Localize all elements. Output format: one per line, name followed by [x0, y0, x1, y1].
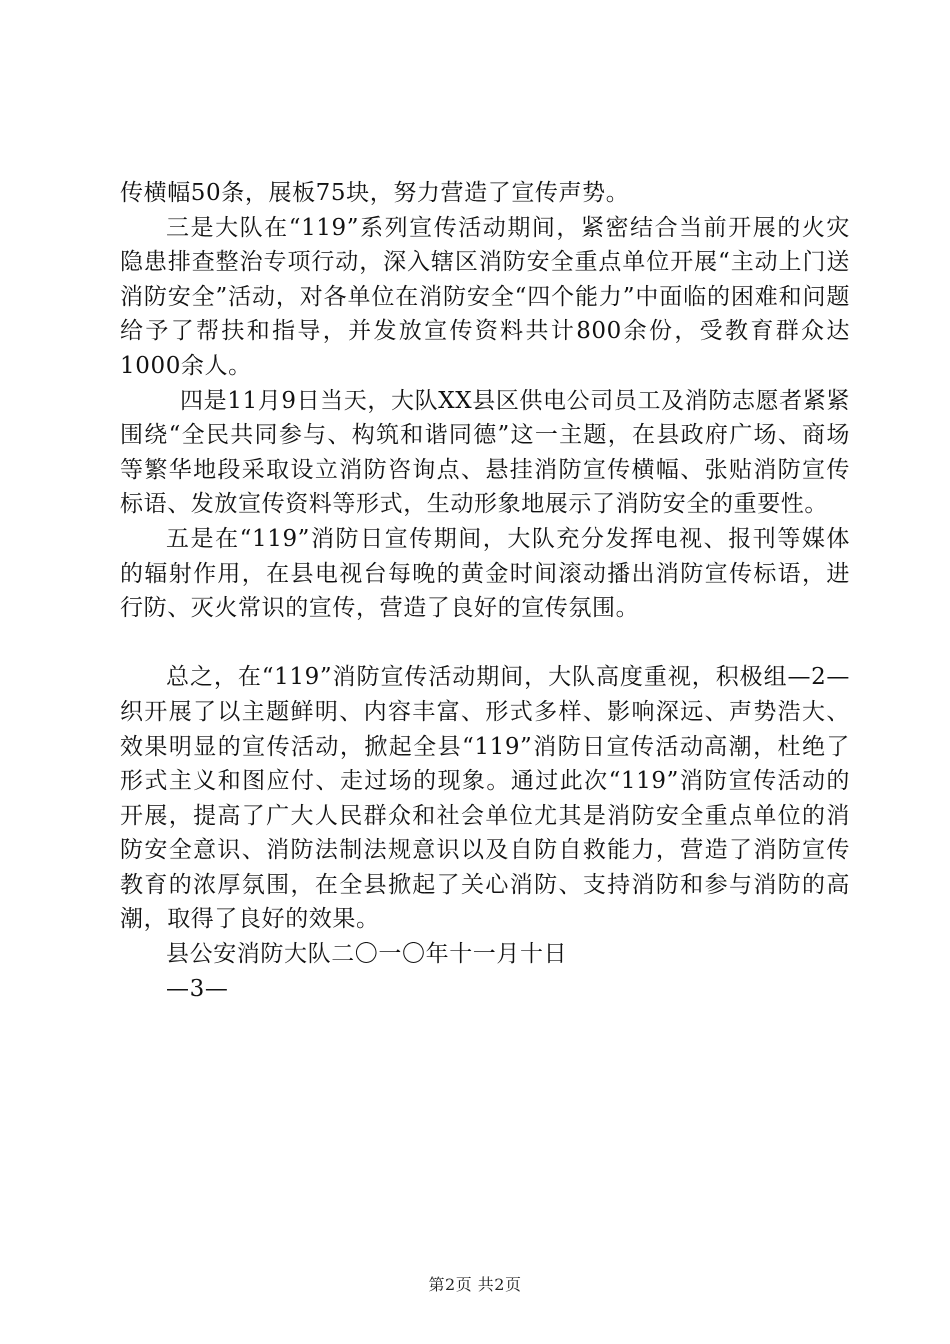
paragraph-item-three: 三是大队在“119”系列宣传活动期间，紧密结合当前开展的火灾隐患排查整治专项行动，深入辖区消防安全重点单位开展“主动上门送消防安全”活动，对各单位在消防安全“四个能力”中面临的困难和问题给予了帮扶和指导，并发放宣传资料共计800余份，受教育群众达1000余人。 [120, 214, 850, 379]
document-body [120, 176, 850, 1006]
paragraph-continuation: 传横幅50条，展板75块，努力营造了宣传声势。 [120, 180, 630, 206]
page-footer: 第2页 共2页 [428, 1275, 522, 1294]
inline-page-number: —3— [166, 975, 229, 1002]
paragraph-item-five: 五是在“119”消防日宣传期间，大队充分发挥电视、报刊等媒体的辐射作用，在县电视台每晚的黄金时间滚动播出消防宣传标语，进行防、灭火常识的宣传，营造了良好的宣传氛围。 [120, 525, 850, 622]
paragraph-summary: 总之，在“119”消防宣传活动期间，大队高度重视，积极组—2—织开展了以主题鲜明、内容丰富、形式多样、影响深远、声势浩大、效果明显的宣传活动，掀起全县“119”消防日宣传活动高潮，杜绝了形式主义和图应付、走过场的现象。通过此次“119”消防宣传活动的开展，提高了广大人民群众和社会单位尤其是消防安全重点单位的消防安全意识、消防法制法规意识以及自防自救能力，营造了消防宣传教育的浓厚氛围，在全县掀起了关心消防、支持消防和参与消防的高潮，取得了良好的效果。 [120, 664, 850, 933]
signature-line: 县公安消防大队二〇一〇年十一月十日 [166, 941, 568, 968]
paragraph-item-four: 四是11月9日当天，大队XX县区供电公司员工及消防志愿者紧紧围绕“全民共同参与、构筑和谐同德”这一主题，在县政府广场、商场等繁华地段采取设立消防咨询点、悬挂消防宣传横幅、张贴消防宣传标语、发放宣传资料等形式，生动形象地展示了消防安全的重要性。 [120, 387, 850, 518]
paragraph-spacer [120, 626, 850, 661]
